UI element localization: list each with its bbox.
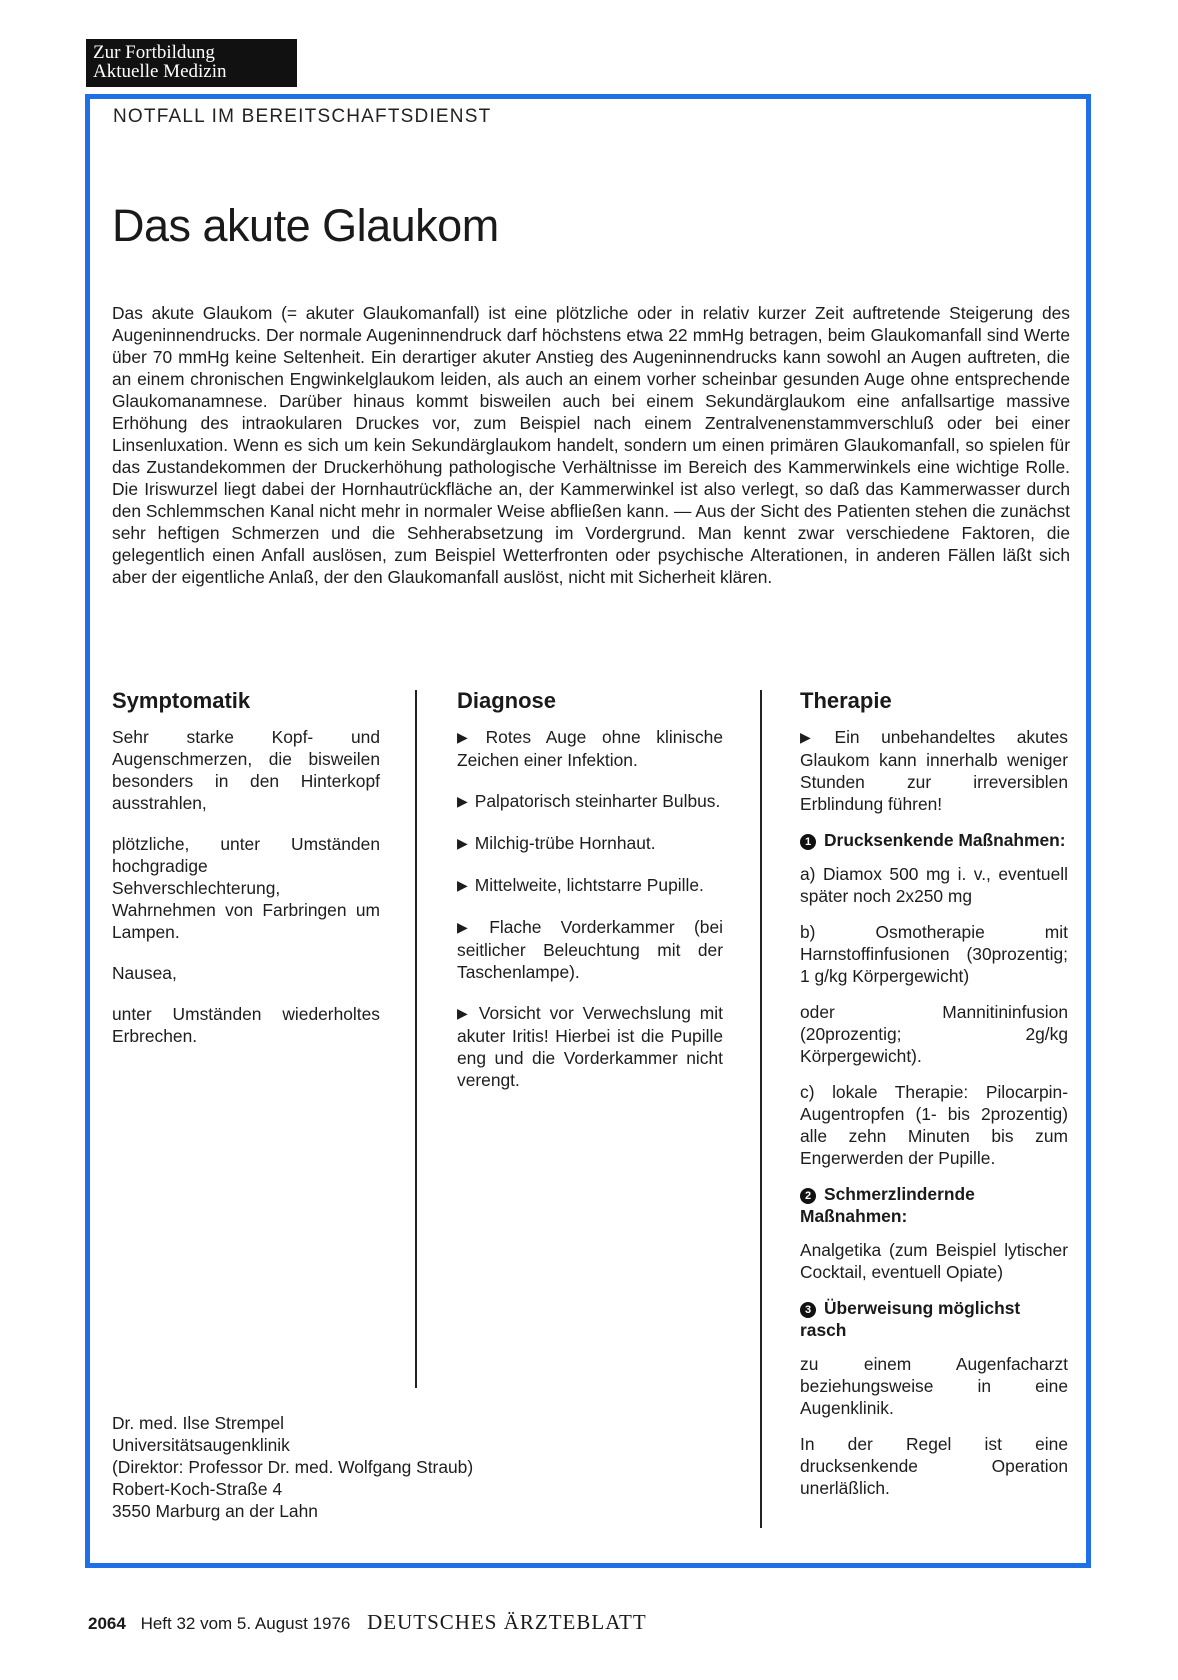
symptom-paragraph: Nausea,: [112, 963, 177, 983]
triangle-right-icon: ▶: [457, 835, 468, 851]
author-line: 3550 Marburg an der Lahn: [112, 1501, 318, 1521]
symptom-paragraph: unter Umständen wiederholtes Erbrechen.: [112, 1004, 380, 1046]
triangle-right-icon: ▶: [457, 793, 468, 809]
issue-info: Heft 32 vom 5. August 1976: [140, 1614, 351, 1633]
diagnose-item-text: Palpatorisch steinharter Bulbus.: [474, 791, 721, 811]
therapie-heading: Therapie: [800, 688, 892, 713]
diagnose-heading: Diagnose: [457, 688, 557, 713]
step-1-heading: [800, 829, 1068, 851]
intro-paragraph: Das akute Glaukom (= akuter Glaukomanfall) ist eine plötzliche oder in relativ kurzer Zeit auftretende Steigerung des Augeninnendrucks. Der normale Augeninnendruck darf höchstens etwa 22 mmHg betragen, beim Glaukomanfall sind Werte über 70 mmHg keine Seltenheit. Ein derartiger akuter Anstieg des Augeninnendrucks kann sowohl an Augen auftreten, die an einem chronischen Engwinkelglaukom leiden, als auch an einem vorher scheinbar gesunden Auge ohne entsprechende Glaukomanamnese. Darüber hinaus kommt bisweilen auch bei einem Sekundärglaukom eine anfallsartige massive Erhöhung des intraokularen Druckes vor, zum Beispiel nach einem Zentralvenenstammverschluß oder bei einer Linsenluxation. Wenn es sich um kein Sekundärglaukom handelt, sondern um einen primären Glaukomanfall, so spielen für das Zustandekommen der Druckerhöhung pathologische Verhältnisse im Bereich des Kammerwinkels eine wichtige Rolle. Die Iriswurzel liegt dabei der Hornhautrückfläche an, der Kammerwinkel ist also verlegt, so daß das Kammerwasser durch den Schlemmschen Kanal nicht mehr in normaler Weise abfließen kann. — Aus der Sicht des Patienten stehen die zunächst sehr heftigen Schmerzen und die Sehherabsetzung im Vordergrund. Man kennt zwar verschiedene Faktoren, die gelegentlich einen Anfall auslösen, zum Beispiel Wetterfronten oder psychische Alterationen, in anderen Fällen läßt sich aber der eigentliche Anlaß, der den Glaukomanfall auslöst, nicht mit Sicherheit klären.: [112, 303, 1070, 587]
diagnose-item-text: Vorsicht vor Verwechslung mit akuter Iritis! Hierbei ist die Pupille eng und die Vorderkammer nicht verengt.: [457, 1003, 723, 1090]
author-line: (Direktor: Professor Dr. med. Wolfgang Straub): [112, 1457, 474, 1477]
symptom-paragraph: Sehr starke Kopf- und Augenschmerzen, die bisweilen besonders in den Hinterkopf ausstrahlen,: [112, 727, 380, 813]
column-divider: [760, 690, 762, 1528]
diagnose-item: [457, 726, 723, 771]
diagnose-item-text: Milchig-trübe Hornhaut.: [474, 833, 656, 853]
triangle-right-icon: ▶: [800, 729, 828, 745]
section-tag: [86, 39, 297, 87]
author-line: Robert-Koch-Straße 4: [112, 1479, 283, 1499]
step-1-item-b: b) Osmotherapie mit Harnstoffinfusionen (30prozentig; 1 g/kg Körpergewicht): [800, 922, 1068, 986]
number-1-icon: 1: [800, 834, 816, 850]
therapie-intro: [800, 726, 1068, 815]
therapie-intro-text: Ein unbehandeltes akutes Glaukom kann innerhalb weniger Stunden zur irreversiblen Erblindung führen!: [800, 727, 1068, 814]
diagnose-item: [457, 874, 723, 897]
triangle-right-icon: ▶: [457, 1005, 472, 1021]
author-address: [112, 1412, 473, 1522]
step-1-title: Drucksenkende Maßnahmen:: [824, 830, 1066, 850]
diagnose-item: [457, 1002, 723, 1091]
diagnose-column: [457, 688, 723, 1110]
diagnose-item-text: Rotes Auge ohne klinische Zeichen einer Infektion.: [457, 727, 723, 770]
symptomatik-heading: Symptomatik: [112, 688, 251, 713]
number-3-icon: 3: [800, 1302, 816, 1318]
diagnose-item-text: Flache Vorderkammer (bei seitlicher Beleuchtung mit der Taschenlampe).: [457, 917, 723, 982]
step-1-item-b-alt: oder Mannitininfusion (20prozentig; 2g/kg Körpergewicht).: [800, 1002, 1068, 1066]
step-1-item-c: c) lokale Therapie: Pilocarpin-Augentropfen (1- bis 2prozentig) alle zehn Minuten bis zum Engerwerden der Pupille.: [800, 1082, 1068, 1168]
diagnose-item: [457, 790, 723, 813]
number-2-icon: 2: [800, 1188, 816, 1204]
triangle-right-icon: ▶: [457, 729, 479, 745]
diagnose-item: [457, 916, 723, 983]
step-3-text-2: In der Regel ist eine drucksenkende Operation unerläßlich.: [800, 1434, 1068, 1498]
author-line: Dr. med. Ilse Strempel: [112, 1413, 285, 1433]
kicker: NOTFALL IM BEREITSCHAFTSDIENST: [113, 106, 492, 127]
column-divider: [415, 690, 417, 1388]
step-2-text: Analgetika (zum Beispiel lytischer Cocktail, eventuell Opiate): [800, 1240, 1068, 1282]
step-2-title: Schmerzlindernde Maßnahmen:: [800, 1184, 975, 1226]
step-2-heading: [800, 1183, 1068, 1227]
page-footer: [88, 1610, 647, 1635]
diagnose-item: [457, 832, 723, 855]
symptom-paragraph: plötzliche, unter Umständen hochgradige Sehverschlechterung, Wahrnehmen von Farbringen um Lampen.: [112, 834, 380, 942]
magazine-name: DEUTSCHES ÄRZTEBLATT: [367, 1610, 647, 1634]
section-tag-line-1: Zur Fortbildung: [93, 42, 215, 63]
step-3-title: Überweisung möglichst rasch: [800, 1298, 1021, 1340]
triangle-right-icon: ▶: [457, 877, 468, 893]
article-title: Das akute Glaukom: [112, 200, 499, 251]
triangle-right-icon: ▶: [457, 919, 483, 935]
page-number: 2064: [88, 1614, 126, 1633]
step-1-item-a: a) Diamox 500 mg i. v., eventuell später noch 2x250 mg: [800, 864, 1068, 906]
step-3-heading: [800, 1297, 1068, 1341]
symptomatik-column: [112, 688, 380, 1066]
diagnose-item-text: Mittelweite, lichtstarre Pupille.: [474, 875, 704, 895]
therapie-column: [800, 688, 1068, 1513]
step-3-text: zu einem Augenfacharzt beziehungsweise in eine Augenklinik.: [800, 1354, 1068, 1418]
section-tag-line-2: Aktuelle Medizin: [93, 61, 227, 82]
author-line: Universitätsaugenklinik: [112, 1435, 290, 1455]
